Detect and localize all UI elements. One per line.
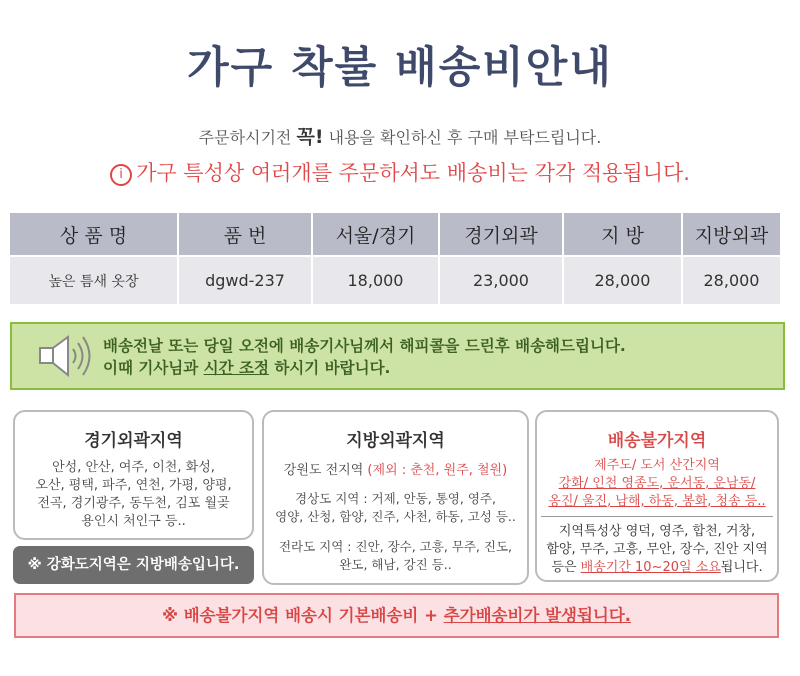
cell-price-gyeonggi-outskirts: 23,000 (439, 256, 563, 304)
info-icon: i (110, 164, 132, 186)
cell-product-name: 높은 틈새 옷장 (10, 256, 178, 304)
undeliverable-line-2: 옹진/ 울진, 남해, 하동, 봉화, 청송 등.. (548, 494, 766, 509)
extra-fee-banner (14, 593, 779, 638)
intro-before: 주문하시기전 (198, 128, 297, 147)
local-outskirts-card (262, 410, 529, 585)
list-item: 함양, 무주, 고흥, 무안, 장수, 진안 지역 (546, 542, 768, 557)
column-header-product-name: 상 품 명 (10, 213, 178, 256)
list-item: 안성, 안산, 여주, 이천, 화성, (52, 460, 215, 475)
column-header-local: 지 방 (563, 213, 682, 256)
column-header-local-outskirts: 지방외곽 (682, 213, 780, 256)
cell-price-local-outskirts: 28,000 (682, 256, 780, 304)
cell-price-seoul-gyeonggi: 18,000 (312, 256, 439, 304)
intro-after: 내용을 확인하신 후 구매 부탁드립니다. (323, 128, 602, 147)
column-header-seoul-gyeonggi: 서울/경기 (312, 213, 439, 256)
undeliverable-regions (537, 457, 777, 511)
gyeonggi-outskirts-card (13, 410, 254, 540)
divider (541, 516, 773, 517)
list-item: 오산, 평택, 파주, 연천, 가평, 양평, (35, 478, 232, 493)
undeliverable-line-1: 강화/ 인천 영종도, 운서동, 운남동/ (558, 476, 756, 491)
intro-emphasis: 꼭! (296, 126, 324, 148)
delivery-notice-line1: 배송전날 또는 당일 오전에 배송기사님께서 해피콜을 드린후 배송해드립니다. (103, 337, 626, 355)
cell-price-local: 28,000 (563, 256, 682, 304)
list-item: 영양, 산청, 함양, 진주, 사천, 하동, 고성 등.. (275, 509, 516, 524)
islands-line: 제주도/ 도서 산간지역 (594, 458, 720, 473)
table-row (10, 256, 780, 304)
jeolla-block (264, 538, 527, 574)
undeliverable-title: 배송불가지역 (607, 431, 707, 451)
list-item: 경상도 지역 : 거제, 안동, 통영, 영주, (295, 491, 496, 506)
gyeonggi-outskirts-list (25, 459, 242, 531)
special-last-after: 됩니다. (720, 560, 763, 575)
cell-product-code: dgwd-237 (178, 256, 312, 304)
special-last-before: 등은 (551, 560, 581, 575)
line2-after: 하시기 바랍니다. (268, 359, 391, 377)
gyeongsang-block (264, 490, 527, 526)
line2-before: 이때 기사님과 (103, 359, 204, 377)
delivery-notice-banner (10, 322, 785, 390)
notice-text: 가구 특성상 여러개를 주문하셔도 배송비는 각각 적용됩니다. (136, 161, 690, 185)
special-regions (537, 523, 777, 577)
page-title: 가구 착불 배송비안내 (187, 43, 613, 93)
delivery-notice-line2 (103, 357, 626, 379)
notice-line (0, 157, 800, 187)
gangwon-exception: (제외 : 춘천, 원주, 철원) (367, 463, 508, 478)
list-item: 완도, 해남, 강진 등.. (339, 557, 452, 572)
list-item: 전라도 지역 : 진안, 장수, 고흥, 무주, 진도, (278, 539, 513, 554)
gangwon-line (264, 459, 527, 478)
gangwon-label: 강원도 전지역 (283, 463, 368, 478)
extra-fee-underlined: 추가배송비가 발생됩니다. (443, 606, 632, 625)
list-item: 용인시 처인구 등.. (81, 514, 186, 529)
ganghwa-note-badge: ※ 강화도지역은 지방배송입니다. (13, 546, 254, 584)
time-adjust-underlined: 시간 조정 (203, 359, 269, 377)
speaker-icon (38, 333, 94, 379)
list-item: 전곡, 경기광주, 동두천, 김포 월곶 (37, 496, 230, 511)
extra-fee-before: ※ 배송불가지역 배송시 기본배송비 + (161, 606, 444, 625)
intro-text (0, 122, 800, 149)
delivery-period-underlined: 배송기간 10~20일 소요 (580, 560, 721, 575)
local-outskirts-title: 지방외곽지역 (346, 431, 445, 451)
undeliverable-card (535, 410, 779, 582)
gyeonggi-outskirts-title: 경기외곽지역 (84, 431, 183, 451)
delivery-notice-text (103, 335, 626, 379)
column-header-gyeonggi-outskirts: 경기외곽 (439, 213, 563, 256)
price-table (10, 213, 780, 304)
list-item: 지역특성상 영덕, 영주, 합천, 거창, (558, 524, 756, 539)
table-header-row (10, 213, 780, 256)
column-header-product-code: 품 번 (178, 213, 312, 256)
